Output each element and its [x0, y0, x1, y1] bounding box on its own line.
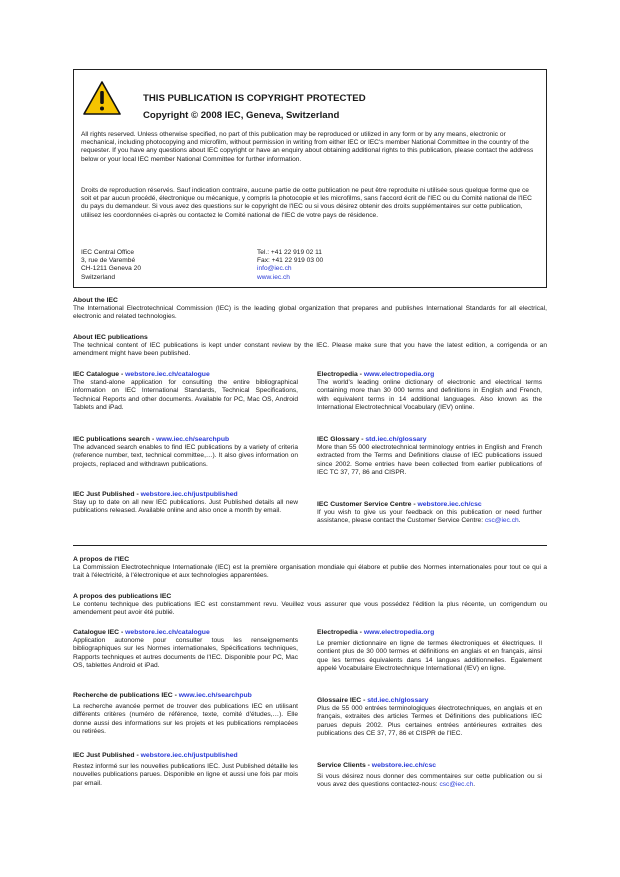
- telephone: Tel.: +41 22 919 02 11: [257, 249, 322, 256]
- catalogue-fr-title: Catalogue IEC -: [73, 629, 126, 636]
- search-heading: [73, 436, 298, 444]
- glossary-fr-heading: [317, 697, 542, 705]
- email-link[interactable]: info@iec.ch: [257, 265, 292, 273]
- about-publications-text: The technical content of IEC publications is kept under constant review by the IEC. Please make sure that you have the latest edition, a corrigenda or an amendment might have been published.: [73, 342, 547, 358]
- copyright-box: [73, 69, 547, 288]
- electropedia-fr-heading: [317, 629, 542, 637]
- copyright-title: THIS PUBLICATION IS COPYRIGHT PROTECTED: [143, 93, 366, 104]
- search-text: The advanced search enables to find IEC publications by a variety of criteria (reference number, text, technical committee,…). It also gives information on projects, replaced and withdrawn publications.: [73, 444, 298, 468]
- service-clients-email-link[interactable]: csc@iec.ch: [439, 781, 474, 789]
- catalogue-block: [73, 371, 298, 412]
- glossary-text: More than 55 000 electrotechnical terminology entries in English and French extracted from the Terms and Definitions clause of IEC publications issued since 2002. Some entries have been collected from earlier publications of IEC TC 37, 77, 86 and CISPR.: [317, 444, 542, 476]
- glossary-fr-title: Glossaire IEC -: [317, 697, 368, 704]
- section-divider: [73, 545, 547, 546]
- search-link[interactable]: www.iec.ch/searchpub: [156, 436, 230, 443]
- electropedia-text: The world's leading online dictionary of electronic and electrical terms containing more than 30 000 terms and definitions in English and French, with equivalent terms in 14 additional languages. Also known as the International Electrotechnical Vocabulary (IEV) online.: [317, 379, 542, 411]
- about-publications: [73, 334, 547, 359]
- csc-email-link[interactable]: csc@iec.ch: [484, 517, 519, 525]
- about-publications-title: About IEC publications: [73, 334, 148, 341]
- electropedia-fr-text: Le premier dictionnaire en ligne de termes électroniques et électriques. Il contient plus de 30 000 termes et définitions en anglais et en français, ainsi que les termes équivalents dans 14 langues additionnelles. Egalement appelé Vocabulaire Electrotechnique International (IEV) en ligne.: [317, 640, 542, 672]
- service-clients-text: [317, 773, 542, 789]
- catalogue-title: IEC Catalogue -: [73, 371, 126, 378]
- address-line: CH-1211 Geneva 20: [81, 265, 141, 273]
- electropedia-link[interactable]: www.electropedia.org: [363, 371, 435, 378]
- just-published-fr-heading: [73, 752, 298, 760]
- copyright-text-en: All rights reserved. Unless otherwise specified, no part of this publication may be reproduced or utilized in any form or by any means, electronic or mechanical, including photocopying and microfilm, without permission in writing from either IEC or IEC's member National Committee in the country of the requester. If you have any questions about IEC copyright or have an enquiry about obtaining additional rights to this publication, please contact the address below or your local IEC member National Committee for further information.: [81, 131, 534, 163]
- copyright-subtitle: Copyright © 2008 IEC, Geneva, Switzerland: [143, 110, 340, 121]
- just-published-link[interactable]: webstore.iec.ch/justpublished: [140, 491, 238, 498]
- search-fr-heading: [73, 692, 298, 700]
- just-published-text: Stay up to date on all new IEC publications. Just Published details all new publications released. Available online and also once a month by email.: [73, 499, 298, 515]
- search-title: IEC publications search -: [73, 436, 157, 443]
- search-fr-block: [73, 692, 298, 736]
- glossary-fr-block: [317, 697, 542, 738]
- about-iec: [73, 297, 547, 322]
- search-fr-title: Recherche de publications IEC -: [73, 692, 179, 699]
- apropos-publications: [73, 593, 547, 618]
- csc-heading: [317, 501, 542, 509]
- csc-link[interactable]: webstore.iec.ch/csc: [417, 501, 482, 508]
- office-address: [81, 249, 141, 282]
- address-line: Switzerland: [81, 273, 116, 281]
- catalogue-fr-block: [73, 629, 298, 670]
- glossary-title: IEC Glossary -: [317, 436, 366, 443]
- just-published-fr-text: Restez informé sur les nouvelles publications IEC. Just Published détaille les nouvelles publications parues. Disponible en ligne et aussi une fois par mois par email.: [73, 763, 298, 787]
- just-published-fr-title: IEC Just Published -: [73, 752, 141, 759]
- electropedia-fr-link[interactable]: www.electropedia.org: [363, 629, 435, 636]
- service-clients-link[interactable]: webstore.iec.ch/csc: [371, 762, 437, 769]
- csc-text-end: .: [518, 517, 521, 525]
- service-clients-block: [317, 762, 542, 790]
- fax: Fax: +41 22 919 03 00: [257, 257, 324, 265]
- csc-text: [317, 509, 542, 525]
- search-fr-text: La recherche avancée permet de trouver des publications IEC en utilisant différents critères (numéro de référence, texte, comité d'études,…). Elle donne aussi des informations sur les projets et les publications remplacées ou retirées.: [73, 703, 298, 735]
- catalogue-fr-heading: [73, 629, 298, 637]
- search-fr-link[interactable]: www.iec.ch/searchpub: [178, 692, 252, 699]
- address-line: IEC Central Office: [81, 249, 135, 256]
- service-clients-text-body: Si vous désirez nous donner des commentaires sur cette publication ou si vous avez des questions contactez-nous:: [317, 773, 542, 789]
- just-published-heading: [73, 491, 298, 499]
- warning-icon: [83, 81, 121, 115]
- apropos-iec-title: A propos de l'IEC: [73, 556, 130, 563]
- search-block: [73, 436, 298, 469]
- catalogue-link[interactable]: webstore.iec.ch/catalogue: [125, 371, 210, 378]
- apropos-publications-text: Le contenu technique des publications IEC est constamment revu. Veuillez vous assurer que vous possédez l'édition la plus récente, un corrigendum ou amendement peut avoir été publié.: [73, 601, 547, 617]
- glossary-fr-link[interactable]: std.iec.ch/glossary: [367, 697, 429, 704]
- electropedia-title: Electropedia -: [317, 371, 364, 378]
- electropedia-block: [317, 371, 542, 412]
- about-iec-text: The International Electrotechnical Commission (IEC) is the leading global organization that prepares and publishes International Standards for all electrical, electronic and related technologies.: [73, 305, 547, 321]
- apropos-publications-title: A propos des publications IEC: [73, 593, 172, 600]
- just-published-fr-block: [73, 752, 298, 788]
- about-iec-title: About the IEC: [73, 297, 118, 304]
- service-clients-text-end: .: [473, 781, 476, 789]
- electropedia-heading: [317, 371, 542, 379]
- apropos-iec: [73, 556, 547, 581]
- electropedia-fr-block: [317, 629, 542, 673]
- csc-text-body: If you wish to give us your feedback on this publication or need further assistance, please contact the Customer Service Centre:: [317, 509, 542, 525]
- electropedia-fr-title: Electropedia -: [317, 629, 364, 636]
- glossary-fr-text: Plus de 55 000 entrées terminologiques électrotechniques, en anglais et en français, extraites des articles Termes et Définitions des publications IEC parues depuis 2002. Plus certaines entrées antérieures extraites des publications des CE 37, 77, 86 et CISPR de l'IEC.: [317, 705, 542, 737]
- apropos-iec-text: La Commission Electrotechnique Internationale (IEC) est la première organisation mondiale qui élabore et publie des Normes internationales pour tout ce qui a trait à l'électricité, à l'électronique et aux technologies apparentées.: [73, 564, 547, 580]
- office-contact: [257, 249, 323, 282]
- glossary-block: [317, 436, 542, 477]
- catalogue-fr-link[interactable]: webstore.iec.ch/catalogue: [125, 629, 210, 636]
- service-clients-heading: [317, 762, 542, 770]
- just-published-block: [73, 491, 298, 516]
- glossary-heading: [317, 436, 542, 444]
- copyright-text-fr: Droits de reproduction réservés. Sauf indication contraire, aucune partie de cette publication ne peut être reproduite ni utilisée sous quelque forme que ce soit et par aucun procédé, électronique ou mécanique, y compris la photocopie et les microfilms, sans l'accord écrit de l'IEC ou du Comité national de l'IEC du pays du demandeur. Si vous avez des questions sur le copyright de l'IEC ou si vous désirez obtenir des droits supplémentaires sur cette publication, utilisez les coordonnées ci-après ou contactez le Comité national de l'IEC de votre pays de résidence.: [81, 187, 532, 219]
- just-published-title: IEC Just Published -: [73, 491, 141, 498]
- csc-block: [317, 501, 542, 526]
- catalogue-heading: [73, 371, 298, 379]
- csc-title: IEC Customer Service Centre -: [317, 501, 418, 508]
- glossary-link[interactable]: std.iec.ch/glossary: [365, 436, 427, 443]
- service-clients-title: Service Clients -: [317, 762, 372, 769]
- address-line: 3, rue de Varembé: [81, 257, 136, 265]
- just-published-fr-link[interactable]: webstore.iec.ch/justpublished: [140, 752, 238, 759]
- catalogue-text: The stand-alone application for consulting the entire bibliographical information on IEC International Standards, Technical Specifications, Technical Reports and other documents. Available for PC, Mac OS, Android Tablets and iPad.: [73, 379, 298, 411]
- catalogue-fr-text: Application autonome pour consulter tous les renseignements bibliographiques sur les Normes internationales, Spécifications techniques, Rapports techniques et autres documents de l'IEC. Disponible pour PC, Mac OS, tablettes Android et iPad.: [73, 637, 298, 669]
- website-link[interactable]: www.iec.ch: [257, 273, 290, 281]
